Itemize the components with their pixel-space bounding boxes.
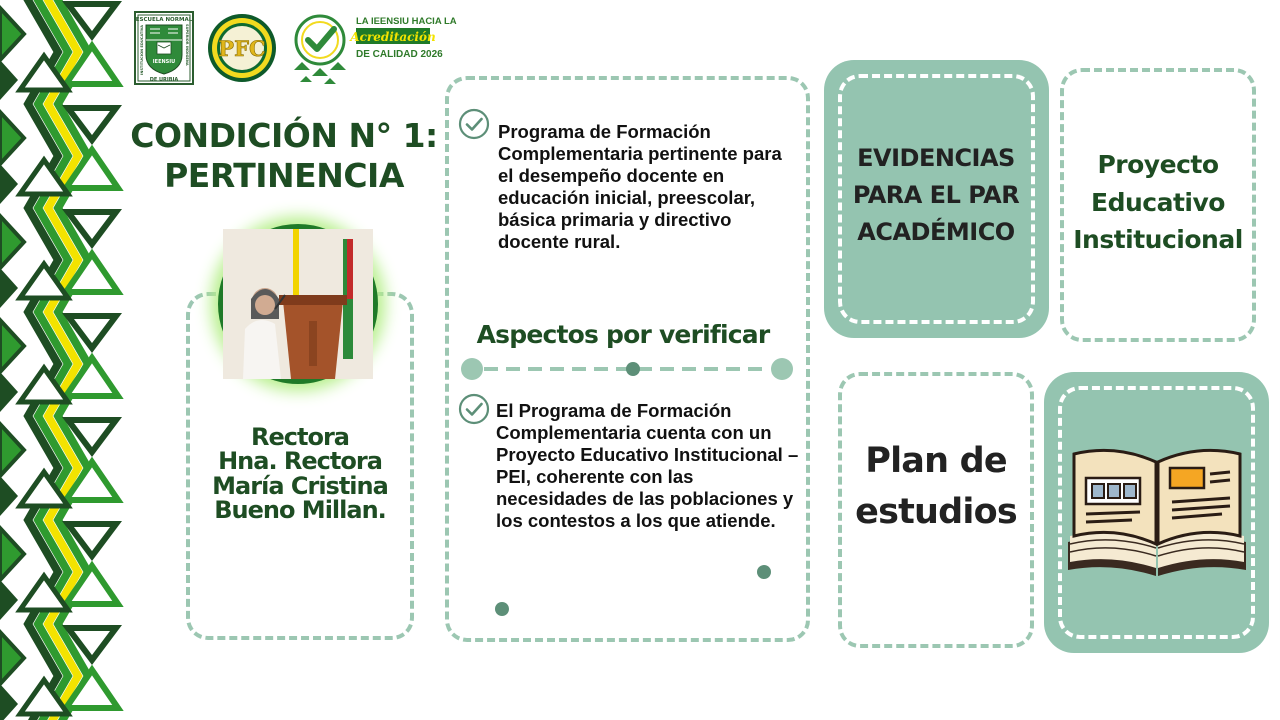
svg-text:IEENSIU: IEENSIU	[152, 59, 176, 65]
plan-label[interactable]: Plan de estudios	[855, 441, 1017, 532]
rector-photo	[218, 224, 378, 384]
rector-name-line-3: Bueno Millan.	[214, 496, 386, 525]
svg-text:SUPERIOR INDIGENA: SUPERIOR INDIGENA	[185, 24, 189, 66]
pei-label[interactable]: Proyecto Educativo Institucional	[1073, 150, 1243, 254]
evidencias-label[interactable]: EVIDENCIAS PARA EL PAR ACADÉMICO	[852, 144, 1020, 247]
svg-text:PFC: PFC	[218, 36, 266, 61]
aspect-description: El Programa de Formación Complementaria cuenta con un Proyecto Educativo Institucional –PEI, coherente con las necesidades de las poblaciones y los contestos a los que atiende.	[496, 400, 799, 531]
pfc-logo	[206, 12, 278, 84]
decorative-dot	[757, 565, 771, 579]
rector-name-block	[190, 425, 410, 523]
title-line-2: PERTINENCIA	[164, 155, 404, 195]
rector-name-line-1: Hna. Rectora	[218, 447, 382, 476]
aspects-divider	[458, 354, 796, 384]
check-circle-icon	[458, 108, 490, 140]
open-book-icon	[1062, 440, 1252, 580]
check-circle-icon	[458, 393, 490, 425]
svg-text:Acreditación: Acreditación	[350, 30, 436, 44]
decorative-dot	[495, 602, 509, 616]
svg-text:ESCUELA NORMAL: ESCUELA NORMAL	[135, 17, 193, 23]
svg-text:DE CALIDAD 2026: DE CALIDAD 2026	[356, 49, 443, 60]
rector-name-line-2: María Cristina	[212, 471, 388, 500]
title-line-1: CONDICIÓN N° 1:	[130, 116, 438, 155]
svg-text:INSTITUCION EDUCATIVA: INSTITUCION EDUCATIVA	[140, 25, 144, 75]
zigzag-border-pattern	[0, 0, 122, 720]
page-title	[128, 116, 440, 195]
aspects-heading: Aspectos por verificar	[476, 320, 770, 349]
svg-text:DE URIBIA: DE URIBIA	[149, 77, 179, 83]
program-description: Programa de Formación Complementaria pertinente para el desempeño docente en educación inicial, preescolar, básica primaria y directivo docente rural.	[498, 121, 782, 252]
school-shield-logo	[134, 11, 194, 85]
accreditation-logo	[290, 10, 457, 86]
rector-title: Rectora	[251, 423, 349, 451]
svg-text:LA IEENSIU HACIA LA: LA IEENSIU HACIA LA	[356, 16, 457, 27]
